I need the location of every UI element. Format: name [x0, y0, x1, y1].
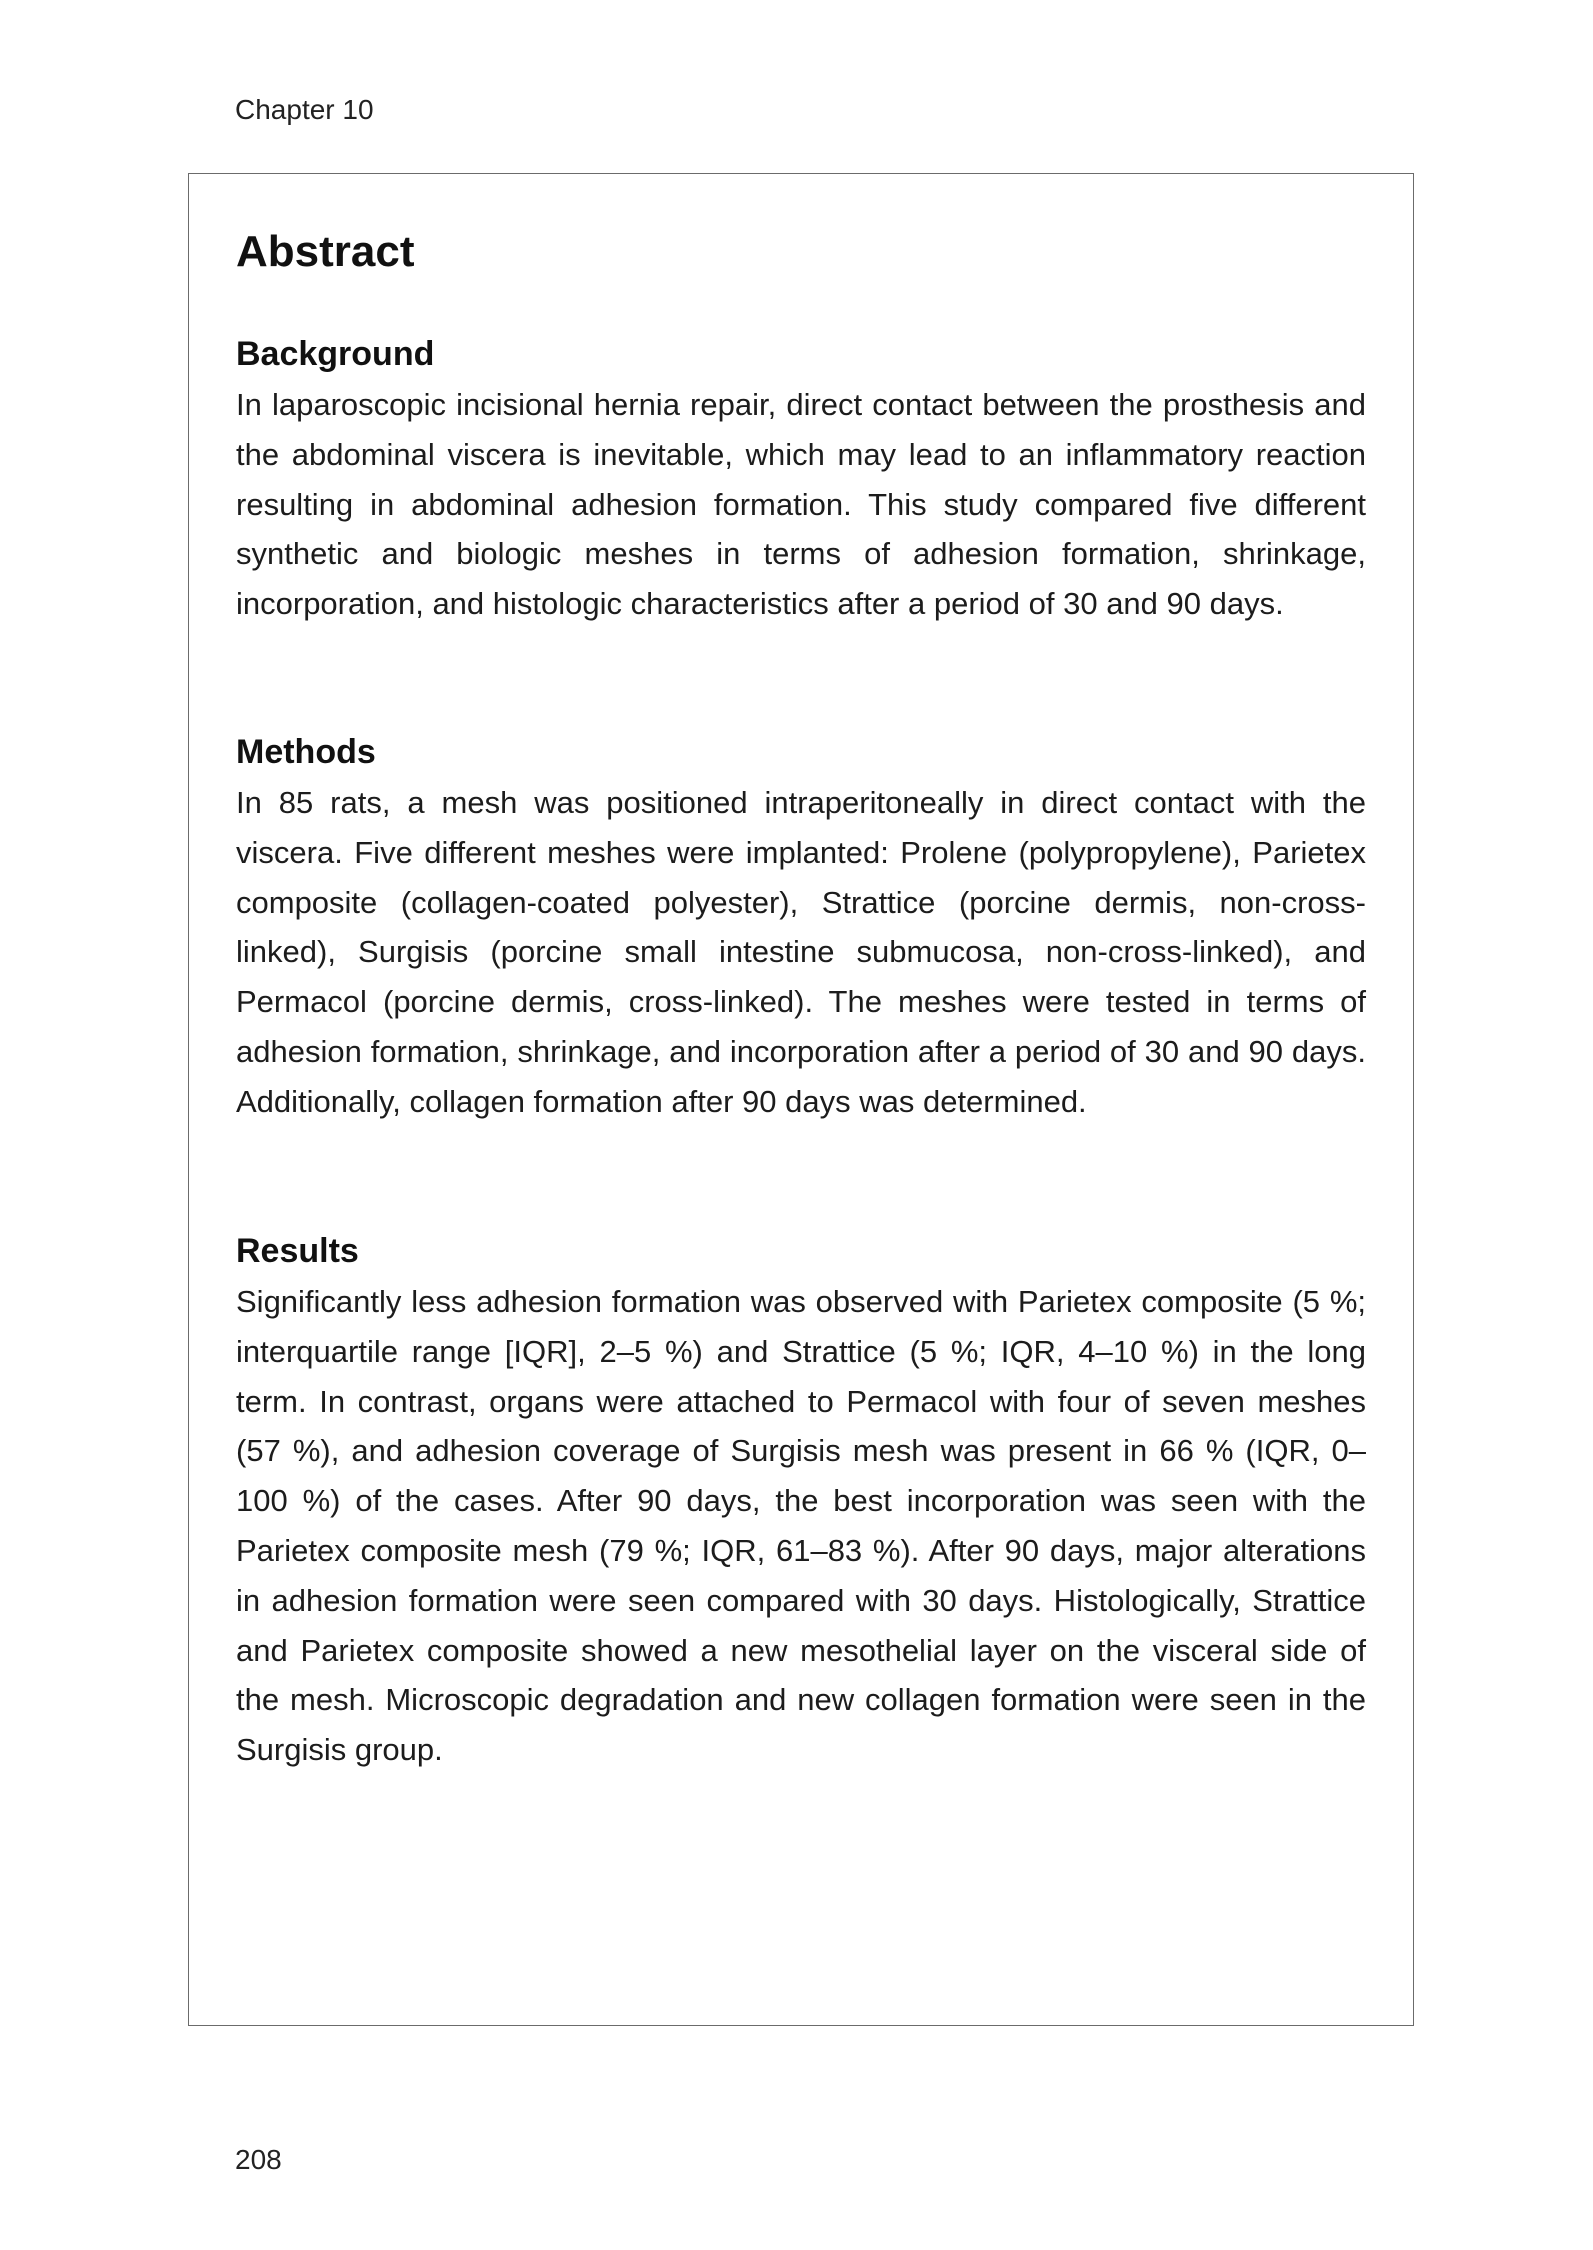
background-text: In laparoscopic incisional hernia repair, direct contact between the prosthesis and the abdominal viscera is inevitable, which may lead to an inflammatory reaction resulting in abdominal adhesion formation. This study compared five different synthetic and biologic meshes in terms of adhesion formation, shrinkage, incorporation, and histologic characteristics after a period of 30 and 90 days. [236, 387, 1366, 622]
page-number: 208 [235, 2144, 282, 2175]
results-text: Significantly less adhesion formation was observed with Parietex composite (5 %; interquartile range [IQR], 2–5 %) and Strattice (5 %; IQR, 4–10 %) in the long term. In contrast, organs were attached to Permacol with four of seven meshes (57 %), and adhesion coverage of Surgisis mesh was present in 66 % (IQR, 0–100 %) of the cases. After 90 days, the best incorporation was seen with the Parietex composite mesh (79 %; IQR, 61–83 %). After 90 days, major alterations in adhesion formation were seen compared with 30 days. Histologically, Strattice and Parietex composite showed a new mesothelial layer on the visceral side of the mesh. Microscopic degradation and new collagen formation were seen in the Surgisis group. [236, 1284, 1366, 1768]
abstract-box [188, 173, 1414, 2026]
chapter-running-head: Chapter 10 [235, 94, 374, 125]
background-section [236, 332, 1366, 629]
methods-heading: Methods [236, 733, 376, 771]
results-heading: Results [236, 1232, 359, 1270]
abstract-title: Abstract [236, 227, 415, 276]
methods-section [236, 730, 1366, 1127]
methods-text: In 85 rats, a mesh was positioned intraperitoneally in direct contact with the viscera. Five different meshes were implanted: Prolene (polypropylene), Parietex composite (collagen-coated polyester), Strattice (porcine dermis, non-cross-linked), Surgisis (porcine small intestine submucosa, non-cross-linked), and Permacol (porcine dermis, cross-linked). The meshes were tested in terms of adhesion formation, shrinkage, and incorporation after a period of 30 and 90 days. Additionally, collagen formation after 90 days was determined. [236, 785, 1366, 1119]
results-section [236, 1229, 1366, 1775]
background-heading: Background [236, 335, 435, 373]
